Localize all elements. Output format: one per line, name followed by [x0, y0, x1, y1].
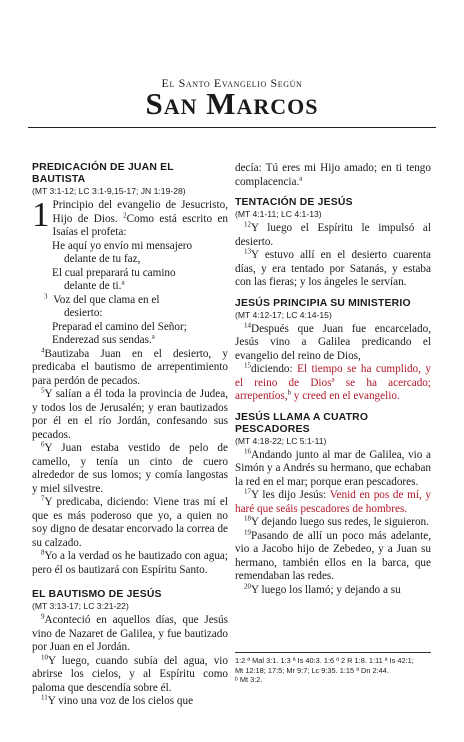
cross-reference: (MT 4:12-17; LC 4:14-15): [235, 309, 332, 320]
title-rule: [28, 127, 436, 128]
chapter-number: 1: [32, 195, 50, 234]
cross-reference: (MT 3:13-17; LC 3:21-22): [32, 601, 129, 611]
left-column: [32, 162, 228, 709]
cross-reference: (MT 3:1-12; LC 3:1-9,15-17; JN 1:19-28): [32, 186, 186, 196]
verse-15: $^{15}$diciendo: El tiempo se ha cumplido, y el reino de Dios$^a$ se ha acercado; arrepentíos,$^b$ y creed en el evangelio.: [235, 361, 431, 402]
book-kicker: El Santo Evangelio Según: [161, 76, 303, 90]
verse-1: 1 Principio del evangelio de Jesucristo, Hijo de Dios. $^2$Como está escrito en Isaías el profeta:: [32, 195, 229, 238]
verse-18: $^{18}$Y dejando luego sus redes, le siguieron.: [244, 514, 429, 528]
section-heading: EL BAUTISMO DE JESÚS: [32, 589, 162, 600]
verse-19: $^{19}$Pasando de allí un poco más adelante, vio a Jacobo hijo de Zebedeo, y a Juan su hermano, también ellos en la barca, que remendaban las redes.: [235, 527, 431, 582]
verse-16: $^{16}$Andando junto al mar de Galilea, vio a Simón y a Andrés su hermano, que echaban la red en el mar; porque eran pescadores.: [235, 446, 431, 488]
verse-4: $^4$Bautizaba Juan en el desierto, y predicaba el bautismo de arrepentimiento para perdón de pecados.: [32, 345, 228, 387]
verse-3: $^3$ Voz del que clama en el desierto: Preparad el camino del Señor; Enderezad sus sendas.$^a$: [44, 291, 187, 346]
verse-5: $^5$Y salían a él toda la provincia de Judea, y todos los de Jerusalén; y eran bautizados por él en el río Jordán, confesando sus pecados.: [32, 386, 228, 441]
verse-9: $^9$Aconteció en aquellos días, que Jesús vino de Nazaret de Galilea, y fue bautizado por Juan en el Jordán.: [32, 612, 228, 653]
verse-11-cont: decía: Tú eres mi Hijo amado; en ti tengo complacencia.$^a$: [235, 162, 431, 188]
section-heading: PREDICACIÓN DE JUAN EL BAUTISTA: [32, 162, 174, 185]
right-column: [235, 162, 431, 597]
section-heading: TENTACIÓN DE JESÚS: [235, 197, 353, 208]
footnotes: 1:2 ª Mal 3:1. 1:3 ª Is 40:3. 1:6 ª 2 R 1:8. 1:11 ª Is 42:1; Mt 12:18; 17:5; Mr 9:7; Lc 9:35. 1:15 ª Dn 2:44. ᵇ Mt 3:2.: [235, 656, 414, 684]
verse-11: $^{11}$Y vino una voz de los cielos que: [41, 693, 194, 707]
cross-reference: (MT 4:1-11; LC 4:1-13): [235, 209, 322, 219]
verse-13: $^{13}$Y estuvo allí en el desierto cuarenta días, y era tentado por Satanás, y estaba con las fieras; y los ángeles le servían.: [235, 247, 431, 288]
book-title: San Marcos: [145, 86, 319, 121]
cross-reference: (MT 4:18-22; LC 5:1-11): [235, 435, 327, 446]
quotation: He aquí yo envío mi mensajero delante de tu faz, El cual preparará tu camino delante de ti.$^a$: [52, 239, 193, 292]
section-heading: JESÚS PRINCIPIA SU MINISTERIO: [235, 297, 411, 309]
verse-17: $^{17}$Y les dijo Jesús: Venid en pos de mí, y haré que seáis pescadores de hombres.: [235, 487, 431, 515]
footnote-rule: [235, 652, 431, 653]
verse-12: $^{12}$Y luego el Espíritu le impulsó al desierto.: [235, 220, 431, 248]
verse-14: $^{14}$Después que Juan fue encarcelado, Jesús vino a Galilea predicando el evangelio del reino de Dios,: [235, 320, 431, 362]
verse-8: $^8$Yo a la verdad os he bautizado con agua; pero él os bautizará con Espíritu Santo.: [32, 548, 228, 576]
verse-6: $^6$Y Juan estaba vestido de pelo de camello, y tenía un cinto de cuero alrededor de sus lomos; y comía langostas y miel silvestre.: [32, 440, 228, 495]
section-heading: JESÚS LLAMA A CUATRO PESCADORES: [235, 411, 369, 435]
verse-20: $^{20}$Y luego los llamó; y dejando a su: [244, 581, 401, 596]
verse-10: $^{10}$Y luego, cuando subía del agua, vio abrirse los cielos, y al Espíritu como paloma que descendía sobre él.: [32, 652, 228, 694]
verse-7: $^7$Y predicaba, diciendo: Viene tras mí el que es más poderoso que yo, a quien no soy digno de desatar encorvado la correa de su calzado.: [32, 494, 229, 549]
